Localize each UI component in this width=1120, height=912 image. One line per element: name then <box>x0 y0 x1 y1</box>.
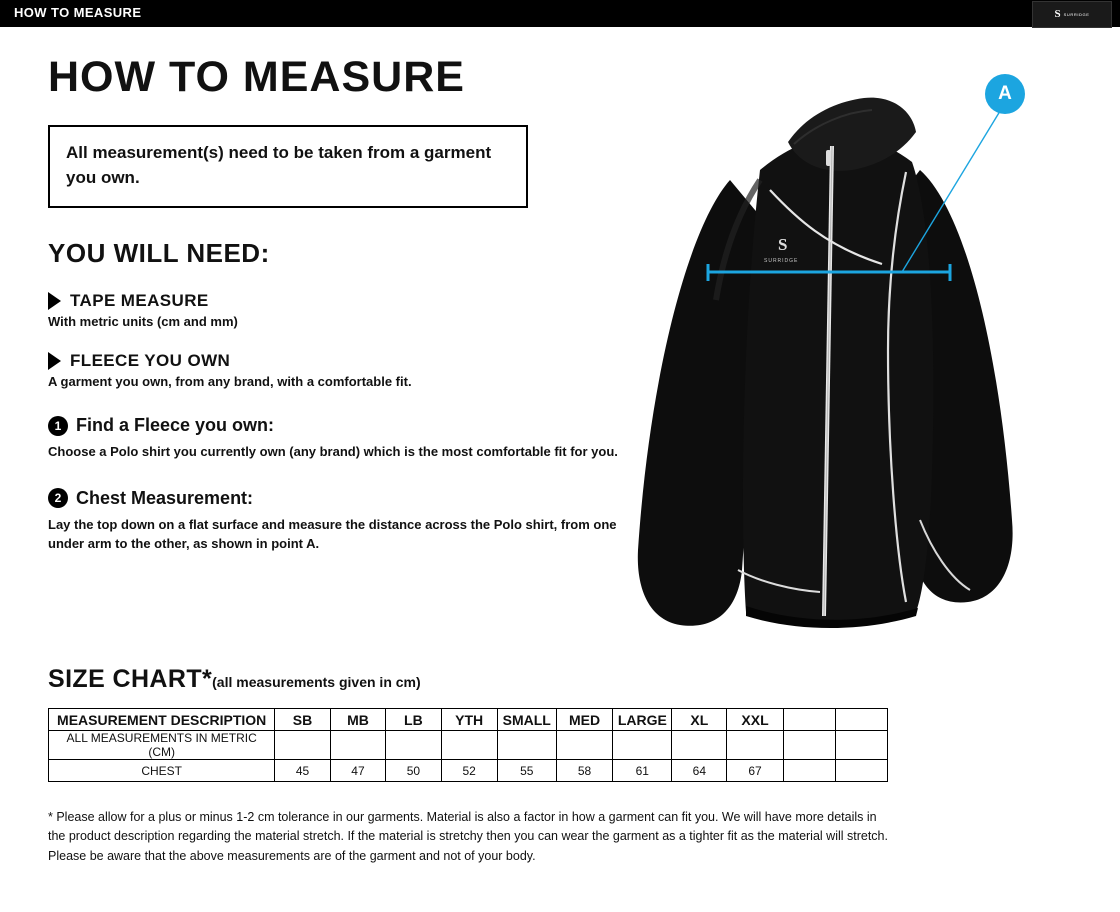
step-body: Lay the top down on a flat surface and measure the distance across the Polo shirt, from one under arm to the other, as shown in point A. <box>48 516 617 552</box>
svg-text:SURRIDGE: SURRIDGE <box>764 258 799 264</box>
table-cell: 64 <box>672 760 727 782</box>
table-header-cell <box>835 709 887 731</box>
step-title: Chest Measurement: <box>76 487 254 508</box>
table-header-cell: SMALL <box>497 709 556 731</box>
step-1 <box>48 415 648 462</box>
table-row <box>49 731 888 760</box>
table-cell <box>613 731 672 760</box>
table-cell: 55 <box>497 760 556 782</box>
table-cell <box>672 731 727 760</box>
table-cell: 52 <box>441 760 497 782</box>
callout-marker-a: A <box>985 74 1025 114</box>
table-cell <box>556 731 613 760</box>
page-title: HOW TO MEASURE <box>48 53 465 101</box>
need-title: FLEECE YOU OWN <box>70 351 231 371</box>
triangle-bullet-icon <box>48 352 61 370</box>
table-cell <box>727 731 783 760</box>
need-subtitle: With metric units (cm and mm) <box>48 314 238 330</box>
table-header-cell: LB <box>386 709 441 731</box>
svg-text:S: S <box>778 235 788 254</box>
size-chart-section <box>48 665 888 782</box>
table-cell <box>783 760 835 782</box>
table-header-cell: YTH <box>441 709 497 731</box>
need-item-fleece <box>48 351 648 389</box>
table-header-cell: XXL <box>727 709 783 731</box>
table-cell: 50 <box>386 760 441 782</box>
size-chart-title-text: SIZE CHART <box>48 665 202 693</box>
size-chart-title <box>48 665 888 694</box>
brand-logo <box>1032 1 1112 28</box>
top-bar-title: HOW TO MEASURE <box>14 5 142 20</box>
instructions-column <box>48 53 648 554</box>
table-cell <box>835 760 887 782</box>
brand-name-label: SURRIDGE <box>1063 12 1090 17</box>
top-bar <box>0 0 1120 27</box>
table-cell <box>330 731 386 760</box>
table-cell: 61 <box>613 760 672 782</box>
table-cell <box>275 731 330 760</box>
table-cell: 45 <box>275 760 330 782</box>
step-2 <box>48 488 648 554</box>
table-header-cell: MB <box>330 709 386 731</box>
table-cell: 58 <box>556 760 613 782</box>
row-label: ALL MEASUREMENTS IN METRIC (CM) <box>49 731 275 760</box>
table-cell <box>783 731 835 760</box>
table-header-cell <box>783 709 835 731</box>
size-chart-table <box>48 708 888 782</box>
notice-text: All measurement(s) need to be taken from a garment you own. <box>66 143 492 187</box>
need-subtitle: A garment you own, from any brand, with a comfortable fit. <box>48 374 412 390</box>
notice-box <box>48 125 528 208</box>
table-cell: 47 <box>330 760 386 782</box>
table-header-row <box>49 709 888 731</box>
size-chart-subtitle: (all measurements given in cm) <box>212 674 421 690</box>
table-header-cell: MEASUREMENT DESCRIPTION <box>49 709 275 731</box>
step-title: Find a Fleece you own: <box>76 415 275 436</box>
product-image <box>620 50 1110 660</box>
size-chart-asterisk: * <box>202 665 213 693</box>
footnote-text: * Please allow for a plus or minus 1-2 cm tolerance in our garments. Material is also a factor in how a garment can fit you. We will have more details in the product description regarding the material stretch. If the material is stretchy then you can wear the garment as a tighter fit as the material will stretch. Please be aware that the above measurements are of the garment and not of your body. <box>48 810 888 863</box>
triangle-bullet-icon <box>48 292 61 310</box>
step-body: Choose a Polo shirt you currently own (any brand) which is the most comfortable fit for you. <box>48 444 618 460</box>
table-cell <box>441 731 497 760</box>
table-header-cell: XL <box>672 709 727 731</box>
table-cell <box>497 731 556 760</box>
brand-mark-icon: S <box>1054 8 1061 20</box>
table-header-cell: SB <box>275 709 330 731</box>
step-number-badge: 1 <box>48 416 68 436</box>
need-title: TAPE MEASURE <box>70 291 209 311</box>
need-item-tape-measure <box>48 291 648 329</box>
table-cell <box>386 731 441 760</box>
table-header-cell: MED <box>556 709 613 731</box>
row-label: CHEST <box>49 760 275 782</box>
you-will-need-heading: YOU WILL NEED: <box>48 238 270 269</box>
table-cell: 67 <box>727 760 783 782</box>
table-row <box>49 760 888 782</box>
table-header-cell: LARGE <box>613 709 672 731</box>
step-number-badge: 2 <box>48 488 68 508</box>
table-cell <box>835 731 887 760</box>
